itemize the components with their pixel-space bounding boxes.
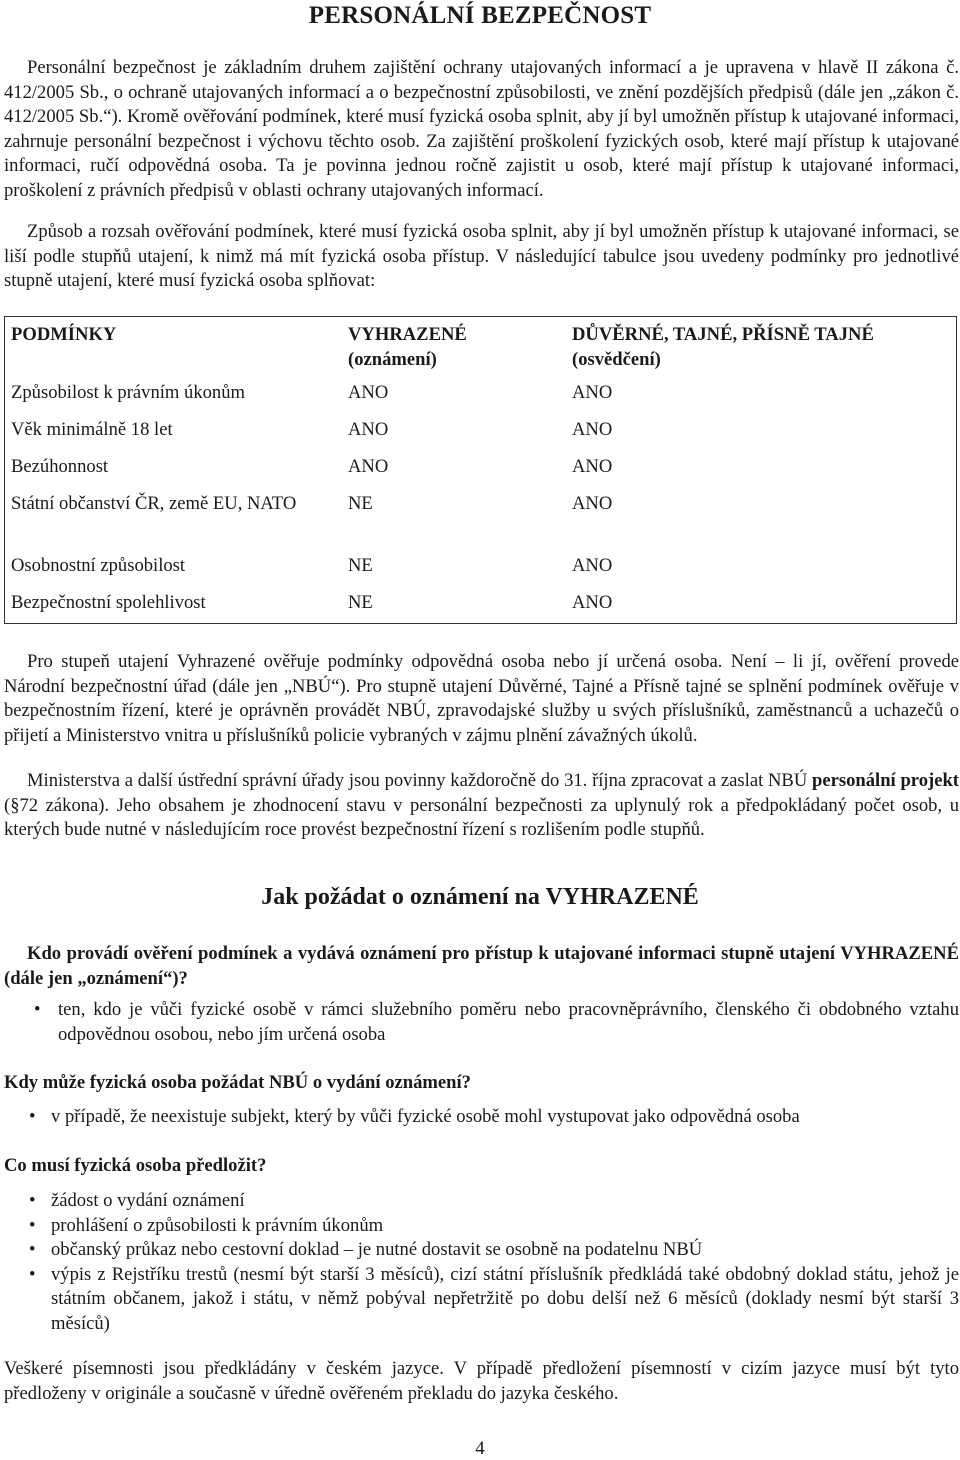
closing-paragraph: Veškeré písemnosti jsou předkládány v českém jazyce. V případě předložení písemností v cizím jazyce musí být tyto předloženy v originále a současně v úředně ověřeném překladu do jazyka českého. [4,1358,959,1404]
table-header-row [5,317,957,377]
list-item [4,1263,959,1337]
bullet-icon: • [29,1214,36,1236]
verification-paragraph [4,650,959,748]
question-what: Co musí fyzická osoba předložit? [4,1155,267,1176]
scope-text: Způsob a rozsah ověřování podmínek, které musí fyzická osoba splnit, aby jí byl umožněn přístup k utajované informaci, se liší podle stupňů utajení, k nimž má mít fyzická osoba přístup. V následující tabulce jsou uvedeny podmínky pro jednotlivé stupně utajení, které musí fyzická osoba splňovat: [4,221,959,291]
conditions-table [4,316,957,624]
confidential-cell: ANO [572,493,613,514]
intro-text: Personální bezpečnost je základním druhem zajištění ochrany utajovaných informací a je upravena v hlavě II zákona č. 412/2005 Sb., o ochraně utajovaných informací a o bezpečnostní způsobilosti, ve znění pozdějších předpisů (dále jen „zákon č. 412/2005 Sb.“). Kromě ověřování podmínek, které musí fyzická osoba splnit, aby jí byl umožněn přístup k utajované informaci, zahrnuje personální bezpečnost i výchovu těchto osob. Za zajištění proškolení fyzických osob, které mají přístup k utajované informaci, ručí odpovědná osoba. Ta je povinna jednou ročně zajistit u osob, které mají přístup k utajované informaci, proškolení z právních předpisů v oblasti ochrany utajovaných informací. [4,57,959,201]
condition-cell: Státní občanství ČR, země EU, NATO [11,493,297,514]
list-item [4,998,959,1047]
scope-paragraph [4,220,959,294]
list-item [4,1214,959,1239]
header-restricted: VYHRAZENÉ (oznámení) [348,324,467,370]
condition-cell: Způsobilost k právním úkonům [11,382,245,403]
when-list [4,1105,959,1130]
who-list [4,998,959,1047]
verification-text: Pro stupeň utajení Vyhrazené ověřuje podmínky odpovědná osoba nebo jí určená osoba. Není – li jí, ověření provede Národní bezpečnostní úřad (dále jen „NBÚ“). Pro stupně utajení Důvěrné, Tajné a Přísně tajné se splnění podmínek ověřuje v bezpečnostním řízení, které je oprávněn provádět NBÚ, zpravodajské služby u svých příslušníků, zaměstnanců a uchazečů o přijetí a Ministerstvo vnitra u příslušníků policie vybraných v zájmu plnění závažných úkolů. [4,651,959,746]
list-item-text: ten, kdo je vůči fyzické osobě v rámci služebního poměru nebo pracovněprávního, členského či obdobného vztahu odpovědnou osobou, nebo jím určená osoba [58,999,959,1045]
list-item [4,1238,959,1263]
restricted-cell: NE [348,555,373,576]
page-number: 4 [475,1438,485,1459]
bullet-icon: • [29,1239,36,1260]
confidential-cell: ANO [572,382,613,403]
table-row [5,413,957,450]
restricted-cell: NE [348,493,373,514]
restricted-cell: ANO [348,456,389,477]
confidential-cell: ANO [572,555,613,576]
project-text-bold: personální projekt [812,770,959,791]
list-item [4,1105,959,1130]
list-item-text: prohlášení o způsobilosti k právním úkonům [51,1214,384,1236]
bullet-icon: • [29,1106,36,1127]
question-who-text: Kdo provádí ověření podmínek a vydává oznámení pro přístup k utajované informaci stupně utajení VYHRAZENÉ (dále jen „oznámení“)? [4,943,959,989]
restricted-cell: ANO [348,382,389,403]
bullet-icon: • [34,999,41,1020]
list-item-text: žádost o vydání oznámení [51,1190,245,1211]
project-text-after: (§72 zákona). Jeho obsahem je zhodnocení stavu v personální bezpečnosti za uplynulý rok a předpokládaný počet osob, u kterých bude nutné v následujícím roce provést bezpečnostní řízení s rozlišením podle stupňů. [4,794,959,840]
condition-cell: Bezpečnostní spolehlivost [11,592,206,613]
table-row [5,586,957,623]
table-row [5,549,957,586]
table-row [5,487,957,549]
condition-cell: Osobnostní způsobilost [11,555,186,576]
condition-cell: Bezúhonnost [11,456,109,477]
header-confidential: DŮVĚRNÉ, TAJNÉ, PŘÍSNĚ TAJNÉ (osvědčení) [572,324,874,370]
confidential-cell: ANO [572,456,613,477]
header-conditions: PODMÍNKY [11,324,117,345]
page-title: PERSONÁLNÍ BEZPEČNOST [308,2,652,29]
intro-paragraph [4,56,959,203]
confidential-cell: ANO [572,419,613,440]
condition-cell: Věk minimálně 18 let [11,419,173,440]
table-row [5,450,957,487]
list-item-text: občanský průkaz nebo cestovní doklad – je nutné dostavit se osobně na podatelnu NBÚ [51,1239,703,1260]
list-item [4,1189,959,1214]
bullet-icon: • [29,1190,36,1211]
table-row [5,376,957,413]
section-heading: Jak požádat o oznámení na VYHRAZENÉ [261,884,699,910]
confidential-cell: ANO [572,592,613,613]
list-item-text: výpis z Rejstříku trestů (nesmí být starší 3 měsíců), cizí státní příslušník předkládá také obdobný doklad státu, jehož je státním občanem, jakož i státu, v němž pobýval nepřetržitě po dobu delší než 6 měsíců (doklady nesmí být starší 3 měsíců) [51,1263,959,1334]
bullet-icon: • [29,1263,36,1285]
question-who [4,942,959,991]
list-item-text: v případě, že neexistuje subjekt, který by vůči fyzické osobě mohl vystupovat jako odpovědná osoba [51,1106,800,1127]
project-paragraph [4,769,959,843]
question-when: Kdy může fyzická osoba požádat NBÚ o vydání oznámení? [4,1072,471,1093]
documents-list [4,1189,959,1336]
restricted-cell: NE [348,592,373,613]
project-text-before: Ministerstva a další ústřední správní úřady jsou povinny každoročně do 31. října zpracovat a zaslat NBÚ [27,770,813,791]
restricted-cell: ANO [348,419,389,440]
